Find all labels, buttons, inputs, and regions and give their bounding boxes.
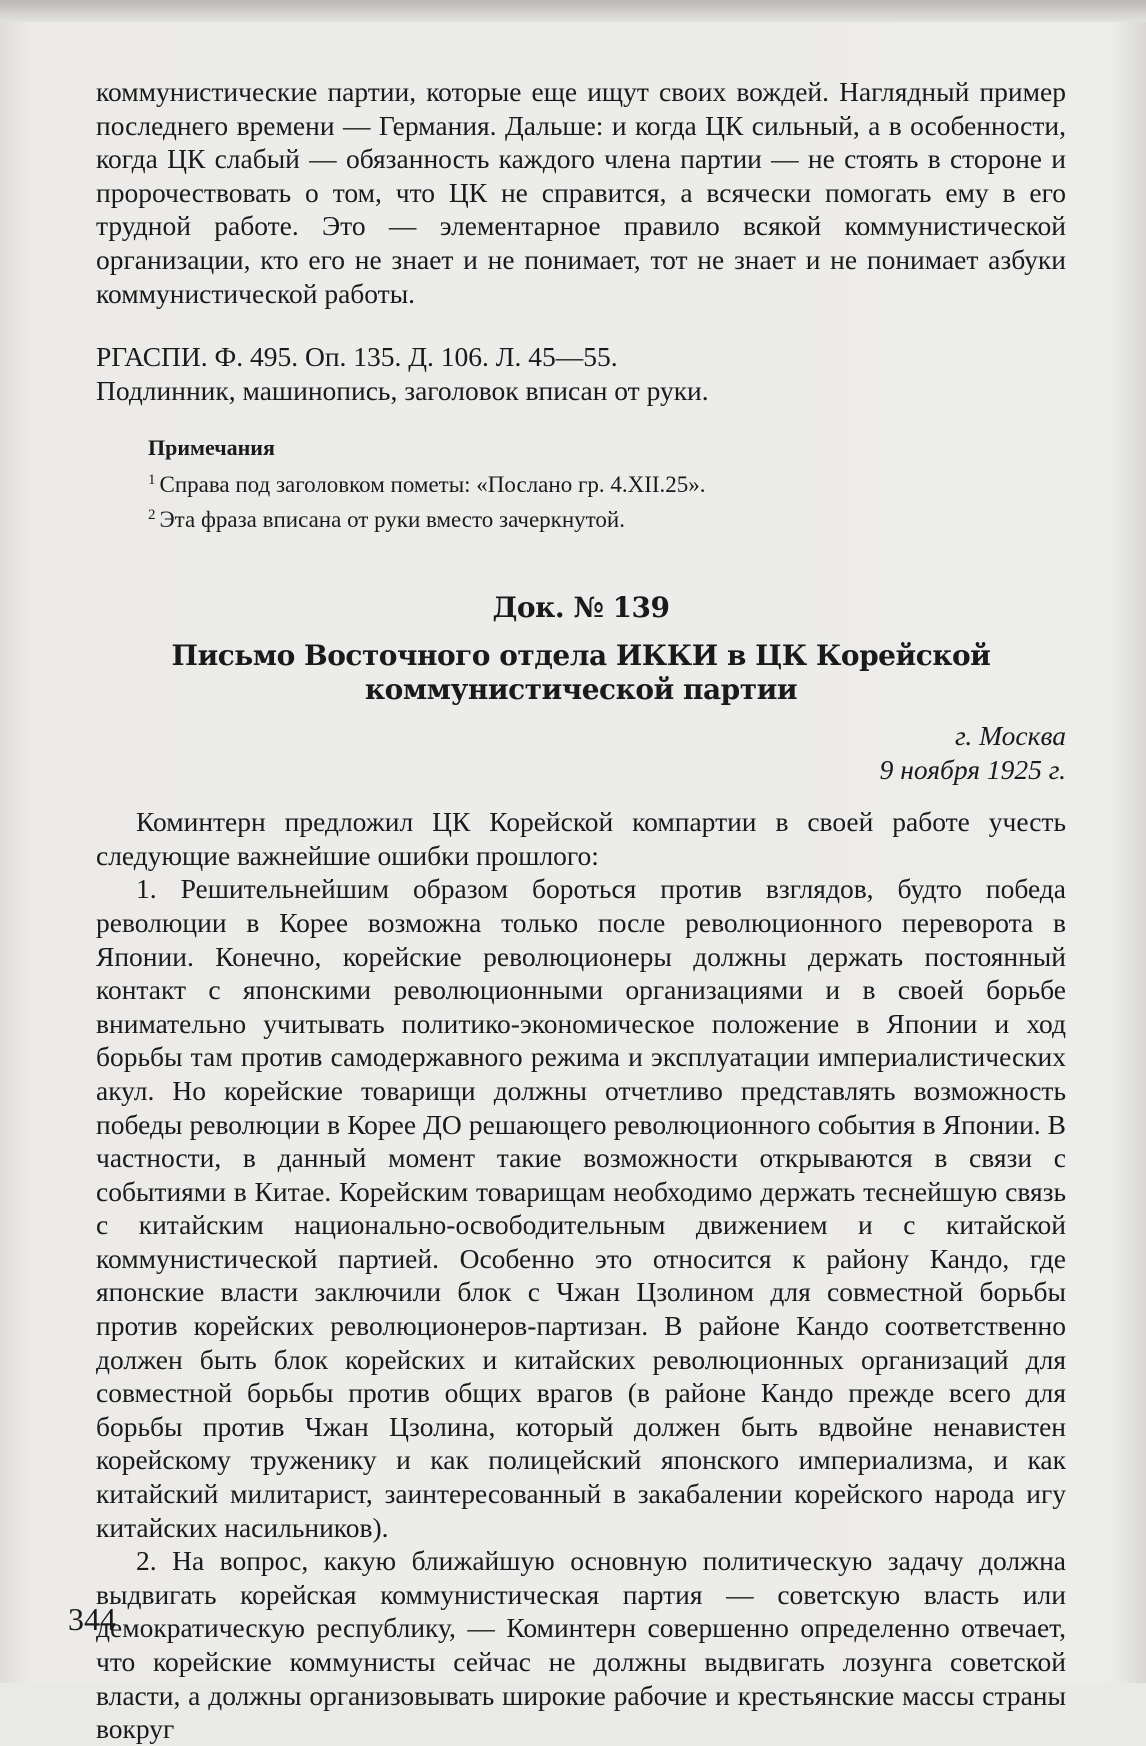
note-number: 2 (148, 507, 156, 524)
document-title-line-2: коммунистической партии (364, 673, 798, 707)
note-text: Справа под заголовком пометы: «Послано гр. 4.XII.25». (159, 472, 706, 498)
document-date: 9 ноября 1925 г. (879, 754, 1066, 786)
paragraph-intro: Коминтерн предложил ЦК Корейской компартии в своей работе учесть следующие важнейшие ошибки прошлого: (96, 806, 1066, 871)
document-title-line-1: Письмо Восточного отдела ИККИ в ЦК Корейской (171, 639, 991, 673)
document-place: г. Москва (955, 720, 1066, 752)
paragraph-point-2: 2. На вопрос, какую ближайшую основную политическую задачу должна выдвигать корейская коммунистическая партия — советскую власть или демократическую республику, — Коминтерн совершенно определенно отвечает, что корейские коммунисты сейчас не должны выдвигать лозунга советской власти, а должны организовывать широкие рабочие и крестьянские массы страны вокруг (96, 1545, 1066, 1745)
page-top-shadow (0, 0, 1146, 22)
continuation-paragraph: коммунистические партии, которые еще ищут своих вождей. Наглядный пример последнего времени — Германия. Дальше: и когда ЦК сильный, а в особенности, когда ЦК слабый — обязанность каждого члена партии — не стоять в стороне и пророчествовать о том, что ЦК не справится, а всячески помогать ему в его трудной работе. Это — элементарное правило всякой коммунистической организации, кто его не знает и не понимает, тот не знает и не понимает азбуки коммунистической работы. (96, 76, 1066, 309)
document-number: Док. № 139 (492, 591, 670, 625)
text-column (96, 75, 1066, 1746)
notes-title: Примечания (148, 435, 275, 461)
page-number: 344 (68, 1601, 116, 1637)
note-item (96, 500, 1066, 535)
archive-note: Подлинник, машинопись, заголовок вписан от руки. (96, 375, 709, 407)
paragraph-point-1: 1. Решительнейшим образом бороться против взглядов, будто победа революции в Корее возможна только после революционного переворота в Японии. Конечно, корейские революционеры должны держать постоянный контакт с японскими революционными организациями и в своей борьбе внимательно учитывать политико-экономическое положение в Японии и ход борьбы там против самодержавного режима и эксплуатации империалистических акул. Но корейские товарищи должны отчетливо представлять возможность победы революции в Корее ДО решающего революционного события в Японии. В частности, в данный момент такие возможности открываются в связи с событиями в Китае. Корейским товарищам необходимо держать теснейшую связь с китайским национально-освободительным движением и с китайской коммунистической партией. Особенно это относится к району Кандо, где японские власти заключили блок с Чжан Цзолином для совместной борьбы против корейских революционеров-партизан. В районе Кандо соответственно должен быть блок корейских и китайских революционных организаций для совместной борьбы против общих врагов (в районе Кандо прежде всего для борьбы против Чжан Цзолина, который должен быть вдвойне ненавистен корейскому труженику и как полицейский японского империализма, и как китайский милитарист, заинтересованный в закабалении корейского народа игу китайских насильников). (96, 873, 1066, 1543)
archive-reference: РГАСПИ. Ф. 495. Оп. 135. Д. 106. Л. 45—55. (96, 341, 618, 373)
note-item (96, 465, 1066, 500)
note-text: Эта фраза вписана от руки вместо зачеркнутой. (159, 507, 625, 533)
note-number: 1 (148, 472, 156, 489)
